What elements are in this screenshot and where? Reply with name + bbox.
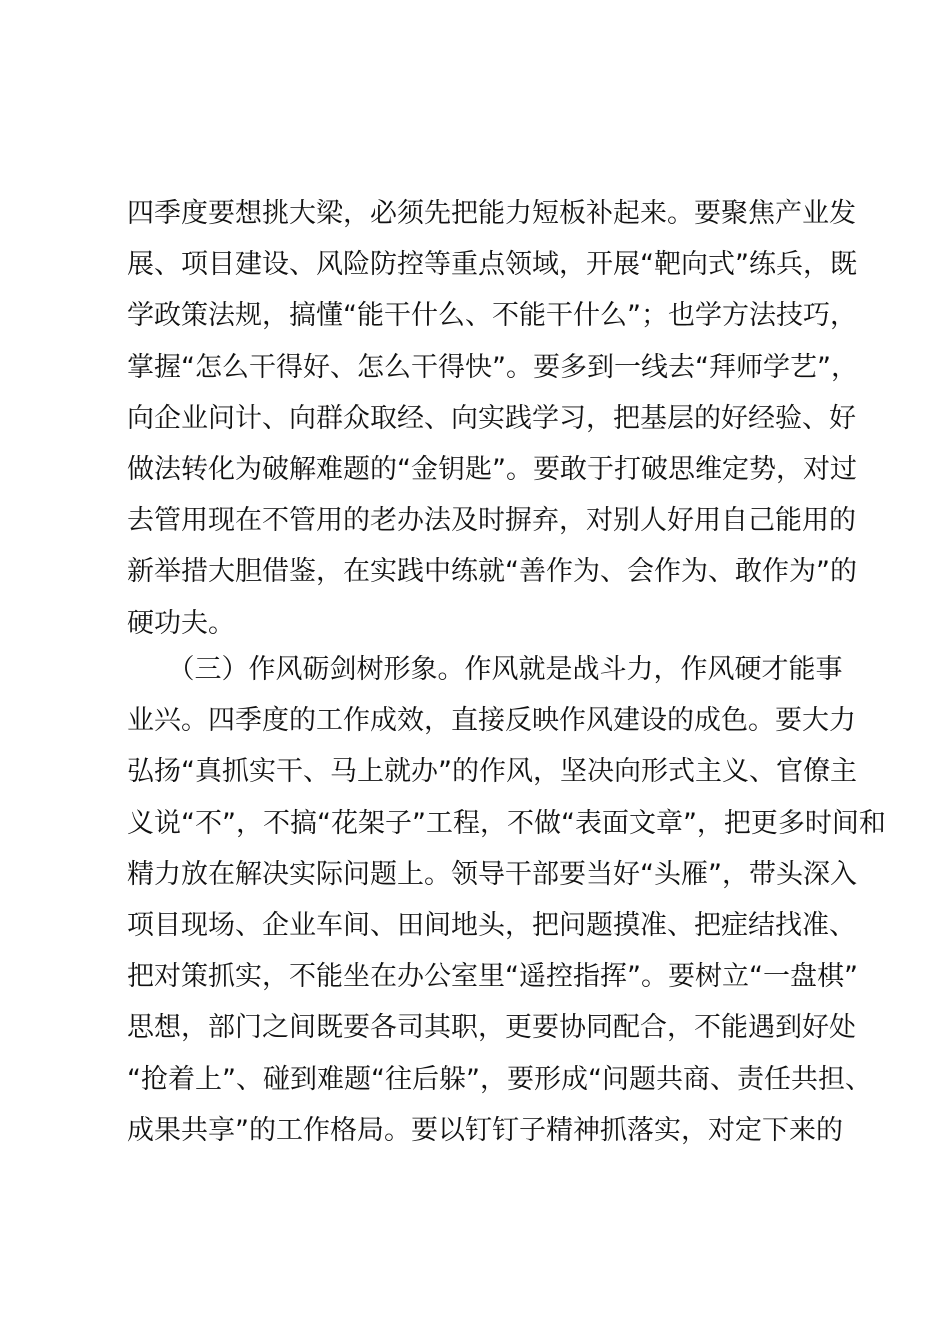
text-line: 业兴。四季度的工作成效，直接反映作风建设的成色。要大力 (127, 705, 856, 737)
text-line: 项目现场、企业车间、田间地头，把问题摸准、把症结找准、 (127, 909, 856, 941)
text-line: 向企业问计、向群众取经、向实践学习，把基层的好经验、好 (127, 402, 856, 434)
text-line: 成果共享”的工作格局。要以钉钉子精神抓落实，对定下来的 (127, 1114, 843, 1146)
text-line: 义说“不”，不搞“花架子”工程，不做“表面文章”，把更多时间和 (127, 807, 886, 839)
text-line: （三）作风砺剑树形象。作风就是战斗力，作风硬才能事 (127, 654, 843, 685)
text-line: 学政策法规，搞懂“能干什么、不能干什么”；也学方法技巧， (127, 300, 857, 332)
text-line: 把对策抓实，不能坐在办公室里“遥控指挥”。要树立“一盘棋” (127, 961, 858, 993)
text-line: 精力放在解决实际问题上。领导干部要当好“头雁”，带头深入 (127, 858, 857, 890)
text-line: 硬功夫。 (127, 607, 235, 639)
text-line: 弘扬“真抓实干、马上就办”的作风，坚决向形式主义、官僚主 (127, 756, 857, 788)
paragraph-continued (127, 188, 858, 649)
text-line: 新举措大胆借鉴，在实践中练就“善作为、会作为、敢作为”的 (127, 556, 857, 588)
text-line: 思想，部门之间既要各司其职，更要协同配合，不能遇到好处 (127, 1012, 856, 1044)
text-line: “抢着上”、碰到难题“往后躲”，要形成“问题共商、责任共担、 (127, 1063, 872, 1095)
paragraph-section-3 (127, 644, 886, 1156)
text-line: 去管用现在不管用的老办法及时摒弃，对别人好用自己能用的 (127, 505, 856, 537)
text-line: 掌握“怎么干得好、怎么干得快”。要多到一线去“拜师学艺”， (127, 351, 858, 383)
text-line: 展、项目建设、风险防控等重点领域，开展“靶向式”练兵，既 (127, 249, 857, 281)
text-line: 做法转化为破解难题的“金钥匙”。要敢于打破思维定势，对过 (127, 453, 857, 485)
text-line: 四季度要想挑大梁，必须先把能力短板补起来。要聚焦产业发 (127, 198, 856, 229)
